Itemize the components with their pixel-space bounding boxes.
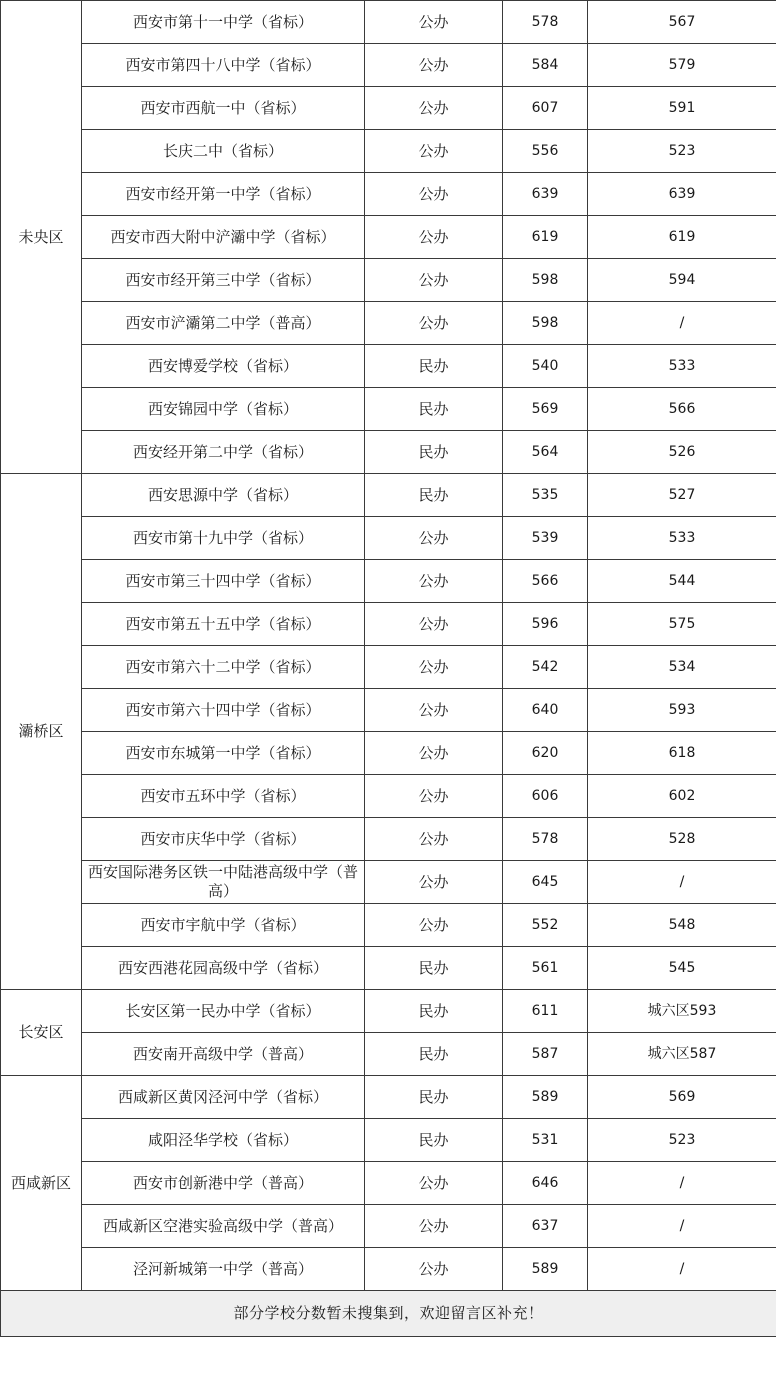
- table-row: [1, 1076, 776, 1119]
- school-type-cell: 民办: [365, 388, 503, 431]
- score-cell: 523: [588, 130, 776, 173]
- school-type-cell: 公办: [365, 302, 503, 345]
- footer-note: 部分学校分数暂未搜集到，欢迎留言区补充！: [1, 1291, 776, 1337]
- score-cell: 598: [503, 259, 588, 302]
- school-type-cell: 民办: [365, 345, 503, 388]
- score-cell: 578: [503, 1, 588, 44]
- school-name-cell: 西安经开第二中学（省标）: [82, 431, 365, 474]
- score-cell: 539: [503, 517, 588, 560]
- table-row: [1, 216, 776, 259]
- table-row: [1, 1205, 776, 1248]
- school-type-cell: 民办: [365, 1033, 503, 1076]
- school-type-cell: 公办: [365, 603, 503, 646]
- district-cell: 未央区: [1, 1, 82, 474]
- table-row: [1, 1248, 776, 1291]
- score-cell: 566: [503, 560, 588, 603]
- score-cell: 594: [588, 259, 776, 302]
- school-name-cell: 西安市创新港中学（普高）: [82, 1162, 365, 1205]
- school-type-cell: 民办: [365, 1076, 503, 1119]
- score-cell: 637: [503, 1205, 588, 1248]
- score-cell: 561: [503, 947, 588, 990]
- score-cell: 575: [588, 603, 776, 646]
- table-row: [1, 474, 776, 517]
- school-name-cell: 西安市经开第一中学（省标）: [82, 173, 365, 216]
- school-type-cell: 公办: [365, 861, 503, 904]
- school-name-cell: 西安市第六十二中学（省标）: [82, 646, 365, 689]
- score-cell: 620: [503, 732, 588, 775]
- score-cell: 531: [503, 1119, 588, 1162]
- score-cell: 552: [503, 904, 588, 947]
- score-cell: 645: [503, 861, 588, 904]
- score-cell: 569: [503, 388, 588, 431]
- score-cell: 569: [588, 1076, 776, 1119]
- score-cell: 579: [588, 44, 776, 87]
- score-cell: 596: [503, 603, 588, 646]
- school-name-cell: 西安南开高级中学（普高）: [82, 1033, 365, 1076]
- school-name-cell: 西安市第十九中学（省标）: [82, 517, 365, 560]
- table-row: [1, 689, 776, 732]
- school-name-cell: 西安市第十一中学（省标）: [82, 1, 365, 44]
- table-row: [1, 259, 776, 302]
- school-type-cell: 公办: [365, 44, 503, 87]
- school-type-cell: 公办: [365, 216, 503, 259]
- school-name-cell: 西安市西大附中浐灞中学（省标）: [82, 216, 365, 259]
- table-row: [1, 1033, 776, 1076]
- score-cell: 598: [503, 302, 588, 345]
- school-type-cell: 公办: [365, 689, 503, 732]
- table-row: [1, 1119, 776, 1162]
- table-row: [1, 173, 776, 216]
- school-name-cell: 西安市第三十四中学（省标）: [82, 560, 365, 603]
- table-row: [1, 775, 776, 818]
- school-name-cell: 泾河新城第一中学（普高）: [82, 1248, 365, 1291]
- score-cell: /: [588, 302, 776, 345]
- school-type-cell: 公办: [365, 560, 503, 603]
- score-cell: 566: [588, 388, 776, 431]
- score-cell: 526: [588, 431, 776, 474]
- table-row: [1, 87, 776, 130]
- table-row: [1, 302, 776, 345]
- score-cell: 535: [503, 474, 588, 517]
- school-name-cell: 咸阳泾华学校（省标）: [82, 1119, 365, 1162]
- score-cell: 589: [503, 1076, 588, 1119]
- score-cell: /: [588, 1205, 776, 1248]
- score-cell: 578: [503, 818, 588, 861]
- score-cell: 619: [588, 216, 776, 259]
- table-row: [1, 861, 776, 904]
- table-row: [1, 990, 776, 1033]
- score-cell: 602: [588, 775, 776, 818]
- footer-row: [1, 1291, 776, 1337]
- district-cell: 西咸新区: [1, 1076, 82, 1291]
- school-type-cell: 民办: [365, 1119, 503, 1162]
- score-cell: 556: [503, 130, 588, 173]
- school-name-cell: 西安市宇航中学（省标）: [82, 904, 365, 947]
- school-name-cell: 长庆二中（省标）: [82, 130, 365, 173]
- table-row: [1, 345, 776, 388]
- school-name-cell: 西安博爱学校（省标）: [82, 345, 365, 388]
- table-row: [1, 947, 776, 990]
- school-name-cell: 西咸新区黄冈泾河中学（省标）: [82, 1076, 365, 1119]
- score-cell: 639: [588, 173, 776, 216]
- score-cell: 584: [503, 44, 588, 87]
- table-row: [1, 388, 776, 431]
- district-cell: 灞桥区: [1, 474, 82, 990]
- table-row: [1, 732, 776, 775]
- school-name-cell: 西安市浐灞第二中学（普高）: [82, 302, 365, 345]
- school-type-cell: 民办: [365, 431, 503, 474]
- school-name-cell: 长安区第一民办中学（省标）: [82, 990, 365, 1033]
- table-row: [1, 603, 776, 646]
- table-row: [1, 517, 776, 560]
- score-cell: /: [588, 861, 776, 904]
- table-row: [1, 646, 776, 689]
- school-name-cell: 西安市第五十五中学（省标）: [82, 603, 365, 646]
- school-type-cell: 公办: [365, 259, 503, 302]
- school-type-cell: 公办: [365, 173, 503, 216]
- score-cell: 545: [588, 947, 776, 990]
- score-cell: 548: [588, 904, 776, 947]
- school-type-cell: 公办: [365, 87, 503, 130]
- table-row: [1, 904, 776, 947]
- school-type-cell: 公办: [365, 775, 503, 818]
- school-type-cell: 公办: [365, 904, 503, 947]
- score-cell: 564: [503, 431, 588, 474]
- score-cell: 618: [588, 732, 776, 775]
- score-cell: 533: [588, 517, 776, 560]
- school-type-cell: 民办: [365, 947, 503, 990]
- school-type-cell: 公办: [365, 646, 503, 689]
- score-cell: 591: [588, 87, 776, 130]
- score-cell: 544: [588, 560, 776, 603]
- school-name-cell: 西安市五环中学（省标）: [82, 775, 365, 818]
- school-type-cell: 公办: [365, 818, 503, 861]
- school-type-cell: 公办: [365, 1248, 503, 1291]
- score-cell: 527: [588, 474, 776, 517]
- school-type-cell: 公办: [365, 517, 503, 560]
- score-cell: 534: [588, 646, 776, 689]
- score-cell: 606: [503, 775, 588, 818]
- table-row: [1, 560, 776, 603]
- score-cell: 528: [588, 818, 776, 861]
- score-cell: 542: [503, 646, 588, 689]
- score-cell: 589: [503, 1248, 588, 1291]
- school-type-cell: 公办: [365, 1, 503, 44]
- score-cell: 540: [503, 345, 588, 388]
- school-name-cell: 西安锦园中学（省标）: [82, 388, 365, 431]
- school-type-cell: 公办: [365, 130, 503, 173]
- score-cell: 611: [503, 990, 588, 1033]
- school-name-cell: 西安西港花园高级中学（省标）: [82, 947, 365, 990]
- score-cell: 587: [503, 1033, 588, 1076]
- school-type-cell: 公办: [365, 1162, 503, 1205]
- score-cell: 646: [503, 1162, 588, 1205]
- school-name-cell: 西安市西航一中（省标）: [82, 87, 365, 130]
- school-type-cell: 公办: [365, 1205, 503, 1248]
- score-cell: 533: [588, 345, 776, 388]
- district-cell: 长安区: [1, 990, 82, 1076]
- table-row: [1, 1, 776, 44]
- score-cell: 619: [503, 216, 588, 259]
- school-name-cell: 西安国际港务区铁一中陆港高级中学（普高）: [82, 861, 365, 904]
- table-row: [1, 431, 776, 474]
- score-cell: 523: [588, 1119, 776, 1162]
- table-body: [1, 1, 776, 1291]
- school-type-cell: 民办: [365, 474, 503, 517]
- score-cell: /: [588, 1162, 776, 1205]
- table-row: [1, 44, 776, 87]
- school-name-cell: 西安市第四十八中学（省标）: [82, 44, 365, 87]
- school-name-cell: 西安市东城第一中学（省标）: [82, 732, 365, 775]
- score-cell: 城六区593: [588, 990, 776, 1033]
- score-cell: /: [588, 1248, 776, 1291]
- school-type-cell: 民办: [365, 990, 503, 1033]
- table-row: [1, 1162, 776, 1205]
- score-cell: 607: [503, 87, 588, 130]
- score-cell: 城六区587: [588, 1033, 776, 1076]
- school-name-cell: 西咸新区空港实验高级中学（普高）: [82, 1205, 365, 1248]
- school-name-cell: 西安思源中学（省标）: [82, 474, 365, 517]
- score-cell: 639: [503, 173, 588, 216]
- school-name-cell: 西安市经开第三中学（省标）: [82, 259, 365, 302]
- score-cell: 567: [588, 1, 776, 44]
- school-name-cell: 西安市庆华中学（省标）: [82, 818, 365, 861]
- school-name-cell: 西安市第六十四中学（省标）: [82, 689, 365, 732]
- score-cell: 640: [503, 689, 588, 732]
- school-type-cell: 公办: [365, 732, 503, 775]
- table-row: [1, 130, 776, 173]
- score-cell: 593: [588, 689, 776, 732]
- table-row: [1, 818, 776, 861]
